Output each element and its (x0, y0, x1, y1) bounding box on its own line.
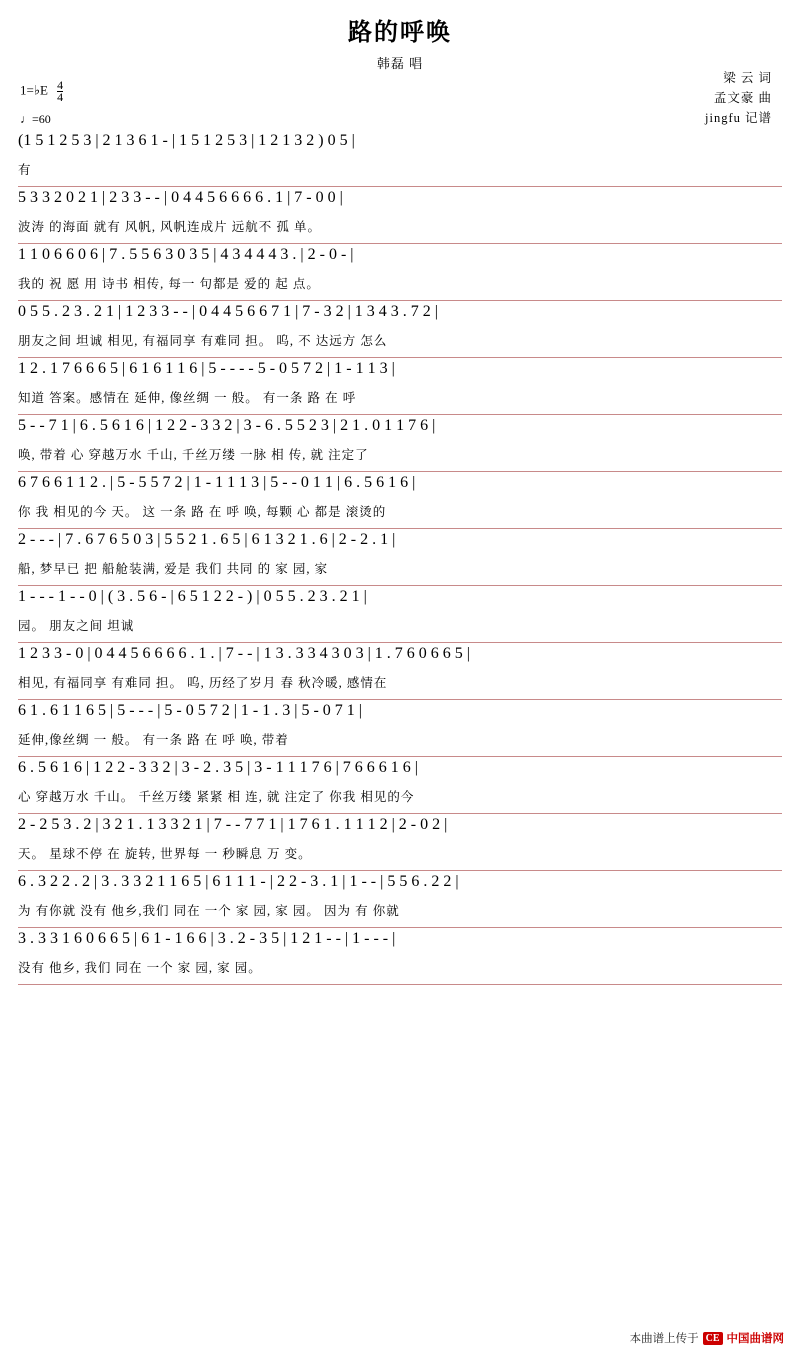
lyrics-row: 唤, 带着 心 穿越万水 千山, 千丝万缕 一脉 相 传, 就 注定了 (18, 448, 369, 462)
lyrics-row: 没有 他乡, 我们 同在 一个 家 园, 家 园。 (18, 961, 262, 975)
key-value: ♭E (33, 82, 48, 98)
notation-row: 5 - - 7 1 | 6 . 5 6 1 6 | 1 2 2 - 3 3 2 | 3 - 6 . 5 5 2 3 | 2 1 . 0 1 1 7 6 | (18, 417, 436, 434)
lyrics-row: 相见, 有福同享 有难同 担。 呜, 历经了岁月 春 秋冷暖, 感情在 (18, 676, 388, 690)
score-system (18, 928, 782, 985)
site-name-link[interactable]: 中国曲谱网 (726, 1333, 784, 1345)
page-title: 路的呼唤 (348, 20, 452, 46)
footer-text: 本曲谱上传于 (629, 1333, 699, 1345)
lyrics-row: 天。 星球不停 在 旋转, 世界每 一 秒瞬息 万 变。 (18, 847, 312, 861)
key-signature (20, 80, 63, 103)
score-system (18, 871, 782, 928)
time-signature-numerator: 4 (57, 78, 64, 92)
score-system (18, 358, 782, 415)
lyrics-row: 延伸,像丝绸 一 般。 有一条 路 在 呼 唤, 带着 (18, 733, 289, 747)
score-system (18, 643, 782, 700)
notation-row: 1 - - - 1 - - 0 | ( 3 . 5 6 - | 6 5 1 2 2 - ) | 0 5 5 . 2 3 . 2 1 | (18, 588, 367, 605)
score-system (18, 472, 782, 529)
notation-row: 2 - 2 5 3 . 2 | 3 2 1 . 1 3 3 2 1 | 7 - - 7 7 1 | 1 7 6 1 . 1 1 1 2 | 2 - 0 2 | (18, 816, 448, 833)
site-logo-icon: CE (703, 1332, 723, 1345)
lyricist-credit: 梁 云 词 (723, 71, 772, 85)
notation-row: 5 3 3 2 0 2 1 | 2 3 3 - - | 0 4 4 5 6 6 6 6 . 1 | 7 - 0 0 | (18, 189, 343, 206)
score-system (18, 187, 782, 244)
lyrics-row: 波涛 的海面 就有 风帆, 风帆连成片 远航不 孤 单。 (18, 220, 322, 234)
score-system (18, 586, 782, 643)
score-system (18, 814, 782, 871)
credits-block (705, 68, 772, 128)
lyrics-row: 园。 朋友之间 坦诚 (18, 619, 135, 633)
score-system (18, 130, 782, 187)
score-system (18, 529, 782, 586)
footer-watermark (630, 1330, 784, 1346)
lyrics-row: 有 (18, 163, 32, 177)
notation-row: 6 . 3 2 2 . 2 | 3 . 3 3 2 1 1 6 5 | 6 1 1 1 - | 2 2 - 3 . 1 | 1 - - | 5 5 6 . 2 2 | (18, 873, 459, 890)
tempo-marking: ♩=60 (20, 112, 51, 126)
notation-row: 6 . 5 6 1 6 | 1 2 2 - 3 3 2 | 3 - 2 . 3 5 | 3 - 1 1 1 7 6 | 7 6 6 6 1 6 | (18, 759, 418, 776)
lyrics-row: 知道 答案。感情在 延伸, 像丝绸 一 般。 有一条 路 在 呼 (18, 391, 357, 405)
notation-row: 1 1 0 6 6 0 6 | 7 . 5 5 6 3 0 3 5 | 4 3 4 4 4 3 . | 2 - 0 - | (18, 246, 354, 263)
score-system (18, 244, 782, 301)
notation-row: 6 1 . 6 1 1 6 5 | 5 - - - | 5 - 0 5 7 2 | 1 - 1 . 3 | 5 - 0 7 1 | (18, 702, 362, 719)
singer-label: 韩磊 唱 (376, 56, 424, 71)
notation-row: 1 2 3 3 - 0 | 0 4 4 5 6 6 6 6 . 1 . | 7 - - | 1 3 . 3 3 4 3 0 3 | 1 . 7 6 0 6 6 5 | (18, 645, 470, 662)
transcriber-credit: jingfu 记谱 (705, 111, 772, 125)
score-system (18, 415, 782, 472)
composer-credit: 孟文豪 曲 (713, 91, 772, 105)
time-signature-denominator: 4 (57, 90, 64, 104)
lyrics-row: 朋友之间 坦诚 相见, 有福同享 有难同 担。 呜, 不 达远方 怎么 (18, 334, 388, 348)
sheet-music-page (0, 12, 800, 1352)
notation-row: 2 - - - | 7 . 6 7 6 5 0 3 | 5 5 2 1 . 6 5 | 6 1 3 2 1 . 6 | 2 - 2 . 1 | (18, 531, 396, 548)
lyrics-row: 心 穿越万水 千山。 千丝万缕 紧紧 相 连, 就 注定了 你我 相见的今 (18, 790, 415, 804)
score-body (0, 130, 800, 985)
notation-row: (1 5 1 2 5 3 | 2 1 3 6 1 - | 1 5 1 2 5 3 | 1 2 1 3 2 ) 0 5 | (18, 132, 355, 149)
lyrics-row: 你 我 相见的今 天。 这 一条 路 在 呼 唤, 每颗 心 都是 滚烫的 (18, 505, 387, 519)
notation-row: 0 5 5 . 2 3 . 2 1 | 1 2 3 3 - - | 0 4 4 5 6 6 7 1 | 7 - 3 2 | 1 3 4 3 . 7 2 | (18, 303, 438, 320)
notation-row: 1 2 . 1 7 6 6 6 5 | 6 1 6 1 1 6 | 5 - - - - 5 - 0 5 7 2 | 1 - 1 1 3 | (18, 360, 395, 377)
score-system (18, 301, 782, 358)
score-system (18, 700, 782, 757)
notation-row: 3 . 3 3 1 6 0 6 6 5 | 6 1 - 1 6 6 | 3 . 2 - 3 5 | 1 2 1 - - | 1 - - - | (18, 930, 396, 947)
key-prefix: 1= (20, 82, 34, 98)
score-system (18, 757, 782, 814)
lyrics-row: 我的 祝 愿 用 诗书 相传, 每一 句都是 爱的 起 点。 (18, 277, 320, 291)
lyrics-row: 为 有你就 没有 他乡,我们 同在 一个 家 园, 家 园。 因为 有 你就 (18, 904, 400, 918)
notation-row: 6 7 6 6 1 1 2 . | 5 - 5 5 7 2 | 1 - 1 1 1 3 | 5 - - 0 1 1 | 6 . 5 6 1 6 | (18, 474, 416, 491)
time-signature (57, 80, 63, 103)
lyrics-row: 船, 梦早已 把 船舱装满, 爱是 我们 共同 的 家 园, 家 (18, 562, 329, 576)
